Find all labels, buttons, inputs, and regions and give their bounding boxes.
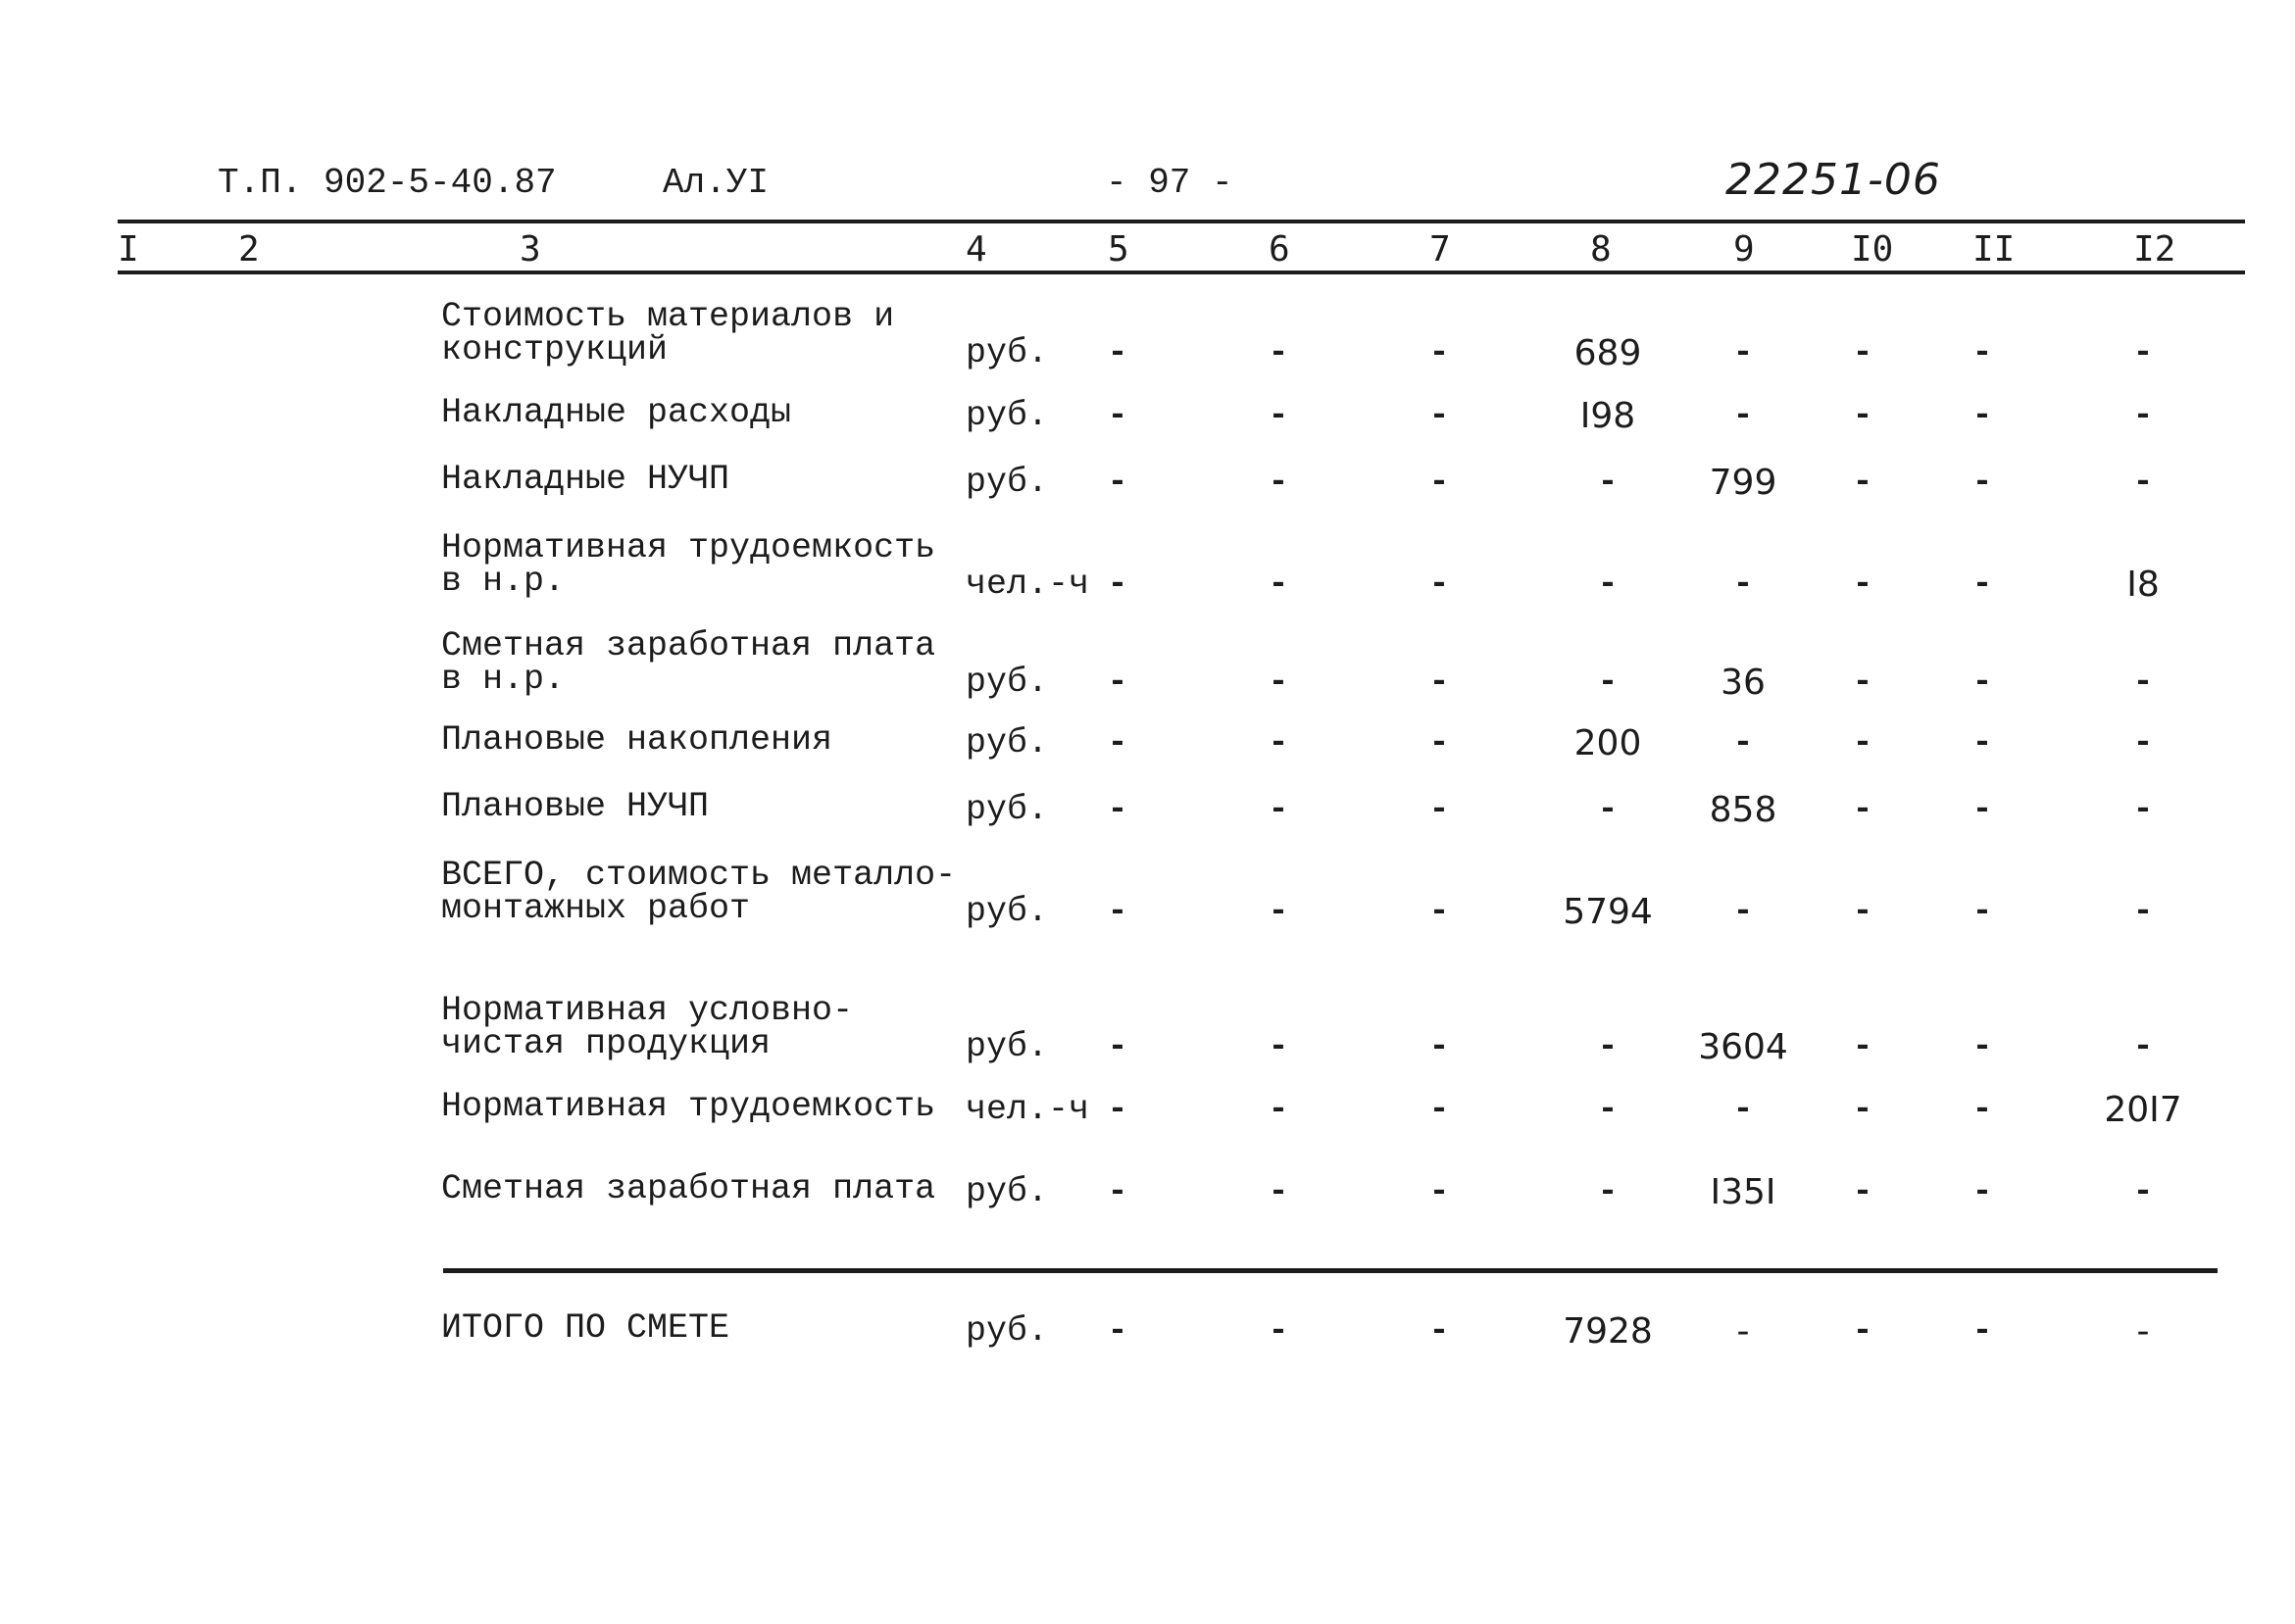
value-cell-col10: -	[1852, 892, 1873, 931]
page-number: - 97 -	[1106, 163, 1233, 203]
value-cell-col5: -	[1107, 1090, 1128, 1129]
unit-cell: руб.	[966, 723, 1049, 763]
row-label	[441, 1087, 936, 1126]
value-cell-col10: -	[1852, 463, 1873, 502]
value-cell-col8: 7928	[1563, 1311, 1653, 1352]
value-cell-col5: -	[1107, 723, 1128, 763]
row-label-line: Накладные расходы	[441, 393, 792, 432]
album-label: Ал.УI	[663, 163, 770, 203]
column-number: II	[1972, 229, 2016, 270]
value-cell-col11: -	[1971, 790, 1993, 829]
unit-cell: чел.-ч	[966, 565, 1090, 604]
value-cell-col5: -	[1107, 892, 1128, 931]
unit-cell: руб.	[966, 1311, 1049, 1351]
value-cell-col9: I35I	[1710, 1172, 1776, 1212]
row-label-line: ВСЕГО, стоимость металло-	[441, 856, 957, 895]
value-cell-col7: -	[1428, 463, 1450, 502]
total-divider	[443, 1268, 2218, 1273]
value-cell-col5: -	[1107, 663, 1128, 702]
row-label-line: Стоимость материалов и	[441, 297, 895, 336]
value-cell-col6: -	[1268, 1311, 1289, 1351]
value-cell-col6: -	[1268, 1172, 1289, 1211]
column-number: 8	[1590, 229, 1612, 270]
value-cell-col6: -	[1268, 663, 1289, 702]
row-label	[441, 787, 710, 826]
unit-cell: руб.	[966, 396, 1049, 435]
unit-cell: руб.	[966, 463, 1049, 502]
value-cell-col7: -	[1428, 333, 1450, 372]
value-cell-col6: -	[1268, 396, 1289, 435]
column-number: I0	[1851, 229, 1894, 270]
value-cell-col12: 20I7	[2104, 1090, 2182, 1130]
value-cell-col8: -	[1597, 1027, 1619, 1066]
value-cell-col11: -	[1971, 892, 1993, 931]
unit-cell: руб.	[966, 1027, 1049, 1066]
value-cell-col7: -	[1428, 1311, 1450, 1351]
value-cell-col5: -	[1107, 333, 1128, 372]
value-cell-col12: -	[2132, 892, 2154, 931]
value-cell-col12: -	[2132, 723, 2154, 763]
value-cell-col6: -	[1268, 723, 1289, 763]
row-label-line: Накладные НУЧП	[441, 460, 730, 499]
row-label	[441, 720, 833, 760]
value-cell-col12: -	[2132, 1027, 2154, 1066]
row-label	[441, 460, 730, 499]
value-cell-col10: -	[1852, 565, 1873, 604]
value-cell-col6: -	[1268, 790, 1289, 829]
value-cell-col6: -	[1268, 333, 1289, 372]
value-cell-col11: -	[1971, 463, 1993, 502]
value-cell-col10: -	[1852, 1027, 1873, 1066]
unit-cell: руб.	[966, 663, 1049, 702]
value-cell-col8: 5794	[1563, 892, 1653, 932]
column-number: 4	[966, 229, 987, 270]
value-cell-col11: -	[1971, 396, 1993, 435]
total-label: ИТОГО ПО СМЕТЕ	[441, 1308, 730, 1348]
value-cell-col9: -	[1732, 333, 1754, 372]
value-cell-col6: -	[1268, 463, 1289, 502]
value-cell-col7: -	[1428, 663, 1450, 702]
value-cell-col11: -	[1971, 333, 1993, 372]
document-number: 22251-06	[1725, 155, 1941, 205]
unit-cell: чел.-ч	[966, 1090, 1090, 1129]
value-cell-col12: I8	[2126, 565, 2160, 605]
value-cell-col7: -	[1428, 892, 1450, 931]
value-cell-col8: -	[1597, 1172, 1619, 1211]
column-number: 6	[1269, 229, 1290, 270]
row-label-line: в н.р.	[441, 660, 566, 699]
column-number: 7	[1429, 229, 1451, 270]
column-number: 9	[1733, 229, 1755, 270]
value-cell-col9: -	[1732, 723, 1754, 763]
value-cell-col8: I98	[1579, 396, 1636, 436]
row-label-line: чистая продукция	[441, 1024, 772, 1063]
value-cell-col11: -	[1971, 1311, 1993, 1351]
value-cell-col10: -	[1852, 333, 1873, 372]
column-number: 2	[238, 229, 260, 270]
value-cell-col8: -	[1597, 565, 1619, 604]
row-label	[441, 856, 957, 928]
row-label-line: конструкций	[441, 330, 669, 369]
unit-cell: руб.	[966, 892, 1049, 931]
value-cell-col9: -	[1732, 396, 1754, 435]
unit-cell: руб.	[966, 1172, 1049, 1211]
value-cell-col9: -	[1732, 565, 1754, 604]
row-label-line: Нормативная трудоемкость	[441, 528, 936, 567]
row-label-line: монтажных работ	[441, 889, 751, 928]
value-cell-col10: -	[1852, 1090, 1873, 1129]
value-cell-col10: -	[1852, 1311, 1873, 1351]
value-cell-col12: -	[2132, 790, 2154, 829]
header-rule-top	[118, 220, 2245, 223]
value-cell-col7: -	[1428, 1090, 1450, 1129]
value-cell-col10: -	[1852, 723, 1873, 763]
value-cell-col6: -	[1268, 565, 1289, 604]
column-number: I	[118, 229, 139, 270]
value-cell-col12: -	[2132, 663, 2154, 702]
value-cell-col6: -	[1268, 892, 1289, 931]
value-cell-col5: -	[1107, 790, 1128, 829]
value-cell-col12: -	[2132, 463, 2154, 502]
row-label-line: в н.р.	[441, 562, 566, 601]
value-cell-col6: -	[1268, 1027, 1289, 1066]
row-label-line: Плановые накопления	[441, 720, 833, 760]
value-cell-col10: -	[1852, 663, 1873, 702]
value-cell-col11: -	[1971, 565, 1993, 604]
row-label-line: Плановые НУЧП	[441, 787, 710, 826]
row-label-line: Нормативная условно-	[441, 991, 854, 1030]
value-cell-col9: -	[1732, 1090, 1754, 1129]
value-cell-col5: -	[1107, 1311, 1128, 1351]
value-cell-col8: 689	[1573, 333, 1642, 373]
value-cell-col7: -	[1428, 790, 1450, 829]
value-cell-col12: -	[2132, 396, 2154, 435]
value-cell-col9: 799	[1709, 463, 1777, 503]
value-cell-col7: -	[1428, 1027, 1450, 1066]
value-cell-col9: 858	[1709, 790, 1777, 830]
row-label	[441, 1169, 936, 1208]
unit-cell: руб.	[966, 790, 1049, 829]
value-cell-col5: -	[1107, 463, 1128, 502]
row-label-line: Сметная заработная плата	[441, 1169, 936, 1208]
project-code: Т.П. 902-5-40.87	[218, 163, 557, 203]
value-cell-col9: 36	[1721, 663, 1766, 703]
value-cell-col10: -	[1852, 396, 1873, 435]
value-cell-col6: -	[1268, 1090, 1289, 1129]
row-label	[441, 991, 854, 1063]
value-cell-col12: -	[2132, 333, 2154, 372]
column-number: 5	[1108, 229, 1129, 270]
column-number: 3	[520, 229, 541, 270]
row-label	[441, 393, 792, 432]
value-cell-col9: -	[1732, 892, 1754, 931]
row-label	[441, 528, 936, 601]
value-cell-col12: -	[2132, 1172, 2154, 1211]
column-number: I2	[2133, 229, 2176, 270]
unit-cell: руб.	[966, 333, 1049, 372]
row-label-line: Нормативная трудоемкость	[441, 1087, 936, 1126]
row-label	[441, 297, 895, 369]
value-cell-col11: -	[1971, 1090, 1993, 1129]
row-label-line: Сметная заработная плата	[441, 626, 936, 665]
value-cell-col8: 200	[1573, 723, 1642, 763]
value-cell-col7: -	[1428, 1172, 1450, 1211]
value-cell-col8: -	[1597, 663, 1619, 702]
value-cell-col11: -	[1971, 1027, 1993, 1066]
value-cell-col10: -	[1852, 1172, 1873, 1211]
value-cell-col11: -	[1971, 1172, 1993, 1211]
value-cell-col9: -	[1736, 1311, 1750, 1352]
value-cell-col8: -	[1597, 1090, 1619, 1129]
value-cell-col7: -	[1428, 396, 1450, 435]
value-cell-col7: -	[1428, 565, 1450, 604]
row-label	[441, 626, 936, 699]
value-cell-col8: -	[1597, 463, 1619, 502]
value-cell-col11: -	[1971, 663, 1993, 702]
value-cell-col5: -	[1107, 1027, 1128, 1066]
value-cell-col5: -	[1107, 396, 1128, 435]
value-cell-col12: -	[2136, 1311, 2150, 1352]
value-cell-col11: -	[1971, 723, 1993, 763]
value-cell-col5: -	[1107, 565, 1128, 604]
value-cell-col7: -	[1428, 723, 1450, 763]
header-rule-bottom	[118, 271, 2245, 274]
value-cell-col8: -	[1597, 790, 1619, 829]
value-cell-col9: 3604	[1698, 1027, 1788, 1067]
value-cell-col5: -	[1107, 1172, 1128, 1211]
value-cell-col10: -	[1852, 790, 1873, 829]
